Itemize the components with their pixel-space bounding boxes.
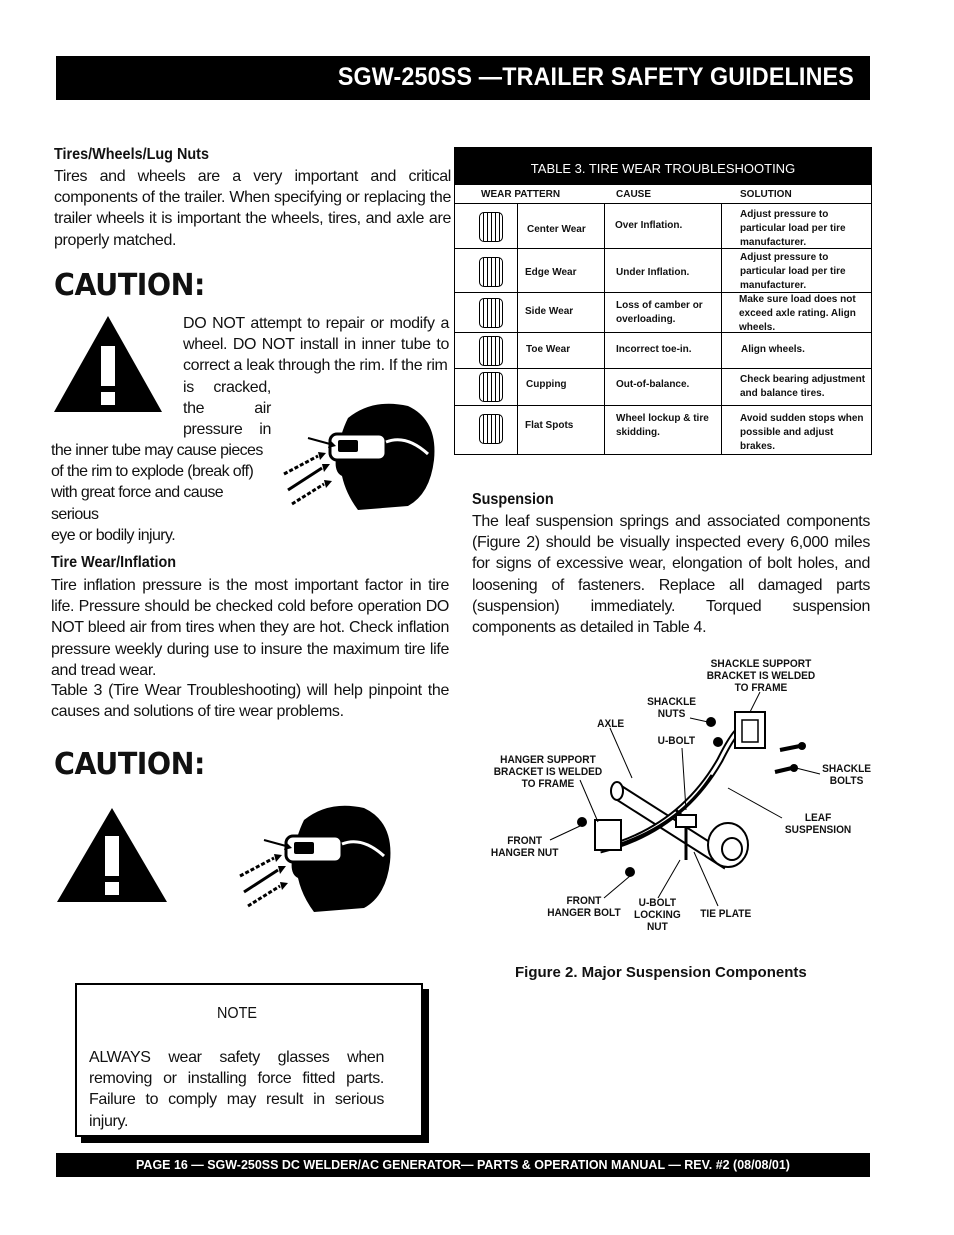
tirewear-body-1: Tire inflation pressure is the most important factor in tire life. Pressure should be checked cold before operation DO NOT bleed air from tires when they are hot. Check inflation pressure weekly during use to insure the maximum tire life and tread wear.: [51, 577, 449, 679]
table-cell-solution: Adjust pressure to particular load per tire manufacturer.: [740, 252, 846, 291]
tire-tread-icon: [479, 414, 503, 444]
caution1-text-narrow: [183, 377, 271, 441]
table-cell-cause: Under Inflation.: [616, 267, 690, 278]
table-cell-solution: Check bearing adjustment and balance tires.: [740, 374, 866, 399]
table-cell-pattern: Flat Spots: [525, 420, 574, 431]
table-cell-pattern: Edge Wear: [525, 267, 577, 278]
label-axle: AXLE: [597, 718, 625, 730]
label-shackle-support: SHACKLE SUPPORT BRACKET IS WELDED TO FRAME: [706, 658, 816, 694]
caution1-bottom-line: the inner tube may cause pieces: [51, 442, 263, 459]
tires-heading: Tires/Wheels/Lug Nuts: [54, 146, 209, 163]
caution1-bottom-line: eye or bodily injury.: [51, 526, 176, 544]
tire-tread-icon: [479, 372, 503, 402]
label-leaf-suspension: LEAF SUSPENSION: [784, 812, 852, 836]
table-row: [455, 333, 871, 369]
table-cell-cause: Incorrect toe-in.: [616, 344, 692, 355]
label-front-hanger-nut: FRONT HANGER NUT: [490, 835, 559, 859]
table-cell-pattern: Side Wear: [525, 306, 574, 317]
table-cell-cause: Out-of-balance.: [616, 379, 690, 390]
table-cell-solution: Avoid sudden stops when possible and adjust brakes.: [740, 413, 864, 452]
tire-tread-icon: [479, 212, 503, 242]
table-cell-pattern: Center Wear: [527, 224, 586, 235]
footer-bar: [56, 1153, 870, 1177]
tire-tread-icon: [479, 298, 503, 328]
page-title: SGW-250SS —TRAILER SAFETY GUIDELINES: [337, 63, 854, 91]
figure-caption: Figure 2. Major Suspension Components: [515, 964, 807, 981]
label-ubolt-locking-nut: U-BOLT LOCKING NUT: [634, 897, 681, 933]
warning-triangle-icon: [55, 806, 169, 904]
caution1-bottom-line: of the rim to explode (break off): [51, 463, 254, 481]
caution-heading-1: CAUTION:: [54, 268, 205, 303]
warning-triangle-icon: [52, 314, 164, 414]
suspension-heading: Suspension: [472, 491, 554, 508]
tirewear-heading: Tire Wear/Inflation: [51, 554, 177, 571]
table-cell-cause: Wheel lockup & tire skidding.: [616, 413, 709, 438]
note-box: [75, 983, 423, 1137]
label-tie-plate: TIE PLATE: [700, 908, 752, 920]
table-header-pattern: WEAR PATTERN: [481, 189, 561, 200]
table-cell-cause: Over Inflation.: [615, 220, 683, 231]
caution1-narrow-line: pressure in: [183, 421, 271, 439]
table-cell-pattern: Cupping: [526, 379, 567, 390]
table-header-row: [455, 185, 871, 204]
table-row: [455, 406, 871, 453]
table-row: [455, 293, 871, 333]
safety-goggles-head-icon: [234, 800, 396, 918]
tire-wear-table: [454, 147, 872, 455]
caution1-bottom-line: with great force and cause serious: [51, 484, 224, 523]
tirewear-body-2: Table 3 (Tire Wear Troubleshooting) will help pinpoint the causes and solutions of tire wear problems.: [51, 682, 449, 721]
label-front-hanger-bolt: FRONT HANGER BOLT: [547, 895, 621, 919]
table-cell-pattern: Toe Wear: [526, 344, 571, 355]
caution1-narrow-line: the air: [183, 400, 271, 418]
table-row: [455, 204, 871, 249]
table-row: [455, 369, 871, 406]
tire-tread-icon: [479, 336, 503, 366]
caution1-text-bottom: [51, 440, 273, 546]
table-header-cause: CAUSE: [616, 189, 652, 200]
tires-body: Tires and wheels are a very important and critical components of the trailer. When specifying or replacing the trailer wheels it is important the wheels, tires, and axle are properly matched.: [54, 168, 451, 249]
suspension-body: The leaf suspension springs and associated components (Figure 2) should be visually inspected every 6,000 miles for signs of excessive wear, elongation of bolt holes, and loosening of fasteners. Replace all damaged parts (suspension) immediately. Torqued suspension components as detailed in Table 4.: [472, 513, 870, 637]
table-row: [455, 249, 871, 293]
caution1-narrow-line: is cracked,: [183, 379, 271, 396]
footer-text: PAGE 16 — SGW-250SS DC WELDER/AC GENERATOR— PARTS & OPERATION MANUAL — REV. #2 (08/08/01): [136, 1157, 790, 1172]
tire-tread-icon: [479, 257, 503, 287]
table-cell-solution: Make sure load does not exceed axle rating. Align wheels.: [739, 294, 856, 333]
table-cell-solution: Align wheels.: [741, 344, 805, 355]
table-cell-cause: Loss of camber or overloading.: [616, 300, 703, 325]
table-title: TABLE 3. TIRE WEAR TROUBLESHOOTING: [455, 148, 871, 185]
safety-goggles-head-icon: [278, 398, 440, 516]
table-header-solution: SOLUTION: [740, 189, 792, 200]
header-bar: [56, 56, 870, 100]
label-hanger-support: HANGER SUPPORT BRACKET IS WELDED TO FRAME: [493, 754, 603, 790]
label-ubolt: U-BOLT: [657, 735, 696, 747]
caution-heading-2: CAUTION:: [54, 747, 205, 782]
label-shackle-nuts: SHACKLE NUTS: [647, 696, 697, 720]
caution1-text-top: DO NOT attempt to repair or modify a wheel. DO NOT install in inner tube to correct a leak through the rim. If the rim: [183, 315, 449, 375]
note-body: ALWAYS wear safety glasses when removing or installing force fitted parts. Failure to comply may result in serious injury.: [89, 1049, 384, 1130]
note-title: NOTE: [216, 1005, 257, 1022]
label-shackle-bolts: SHACKLE BOLTS: [822, 763, 872, 787]
table-cell-solution: Adjust pressure to particular load per tire manufacturer.: [740, 209, 846, 248]
